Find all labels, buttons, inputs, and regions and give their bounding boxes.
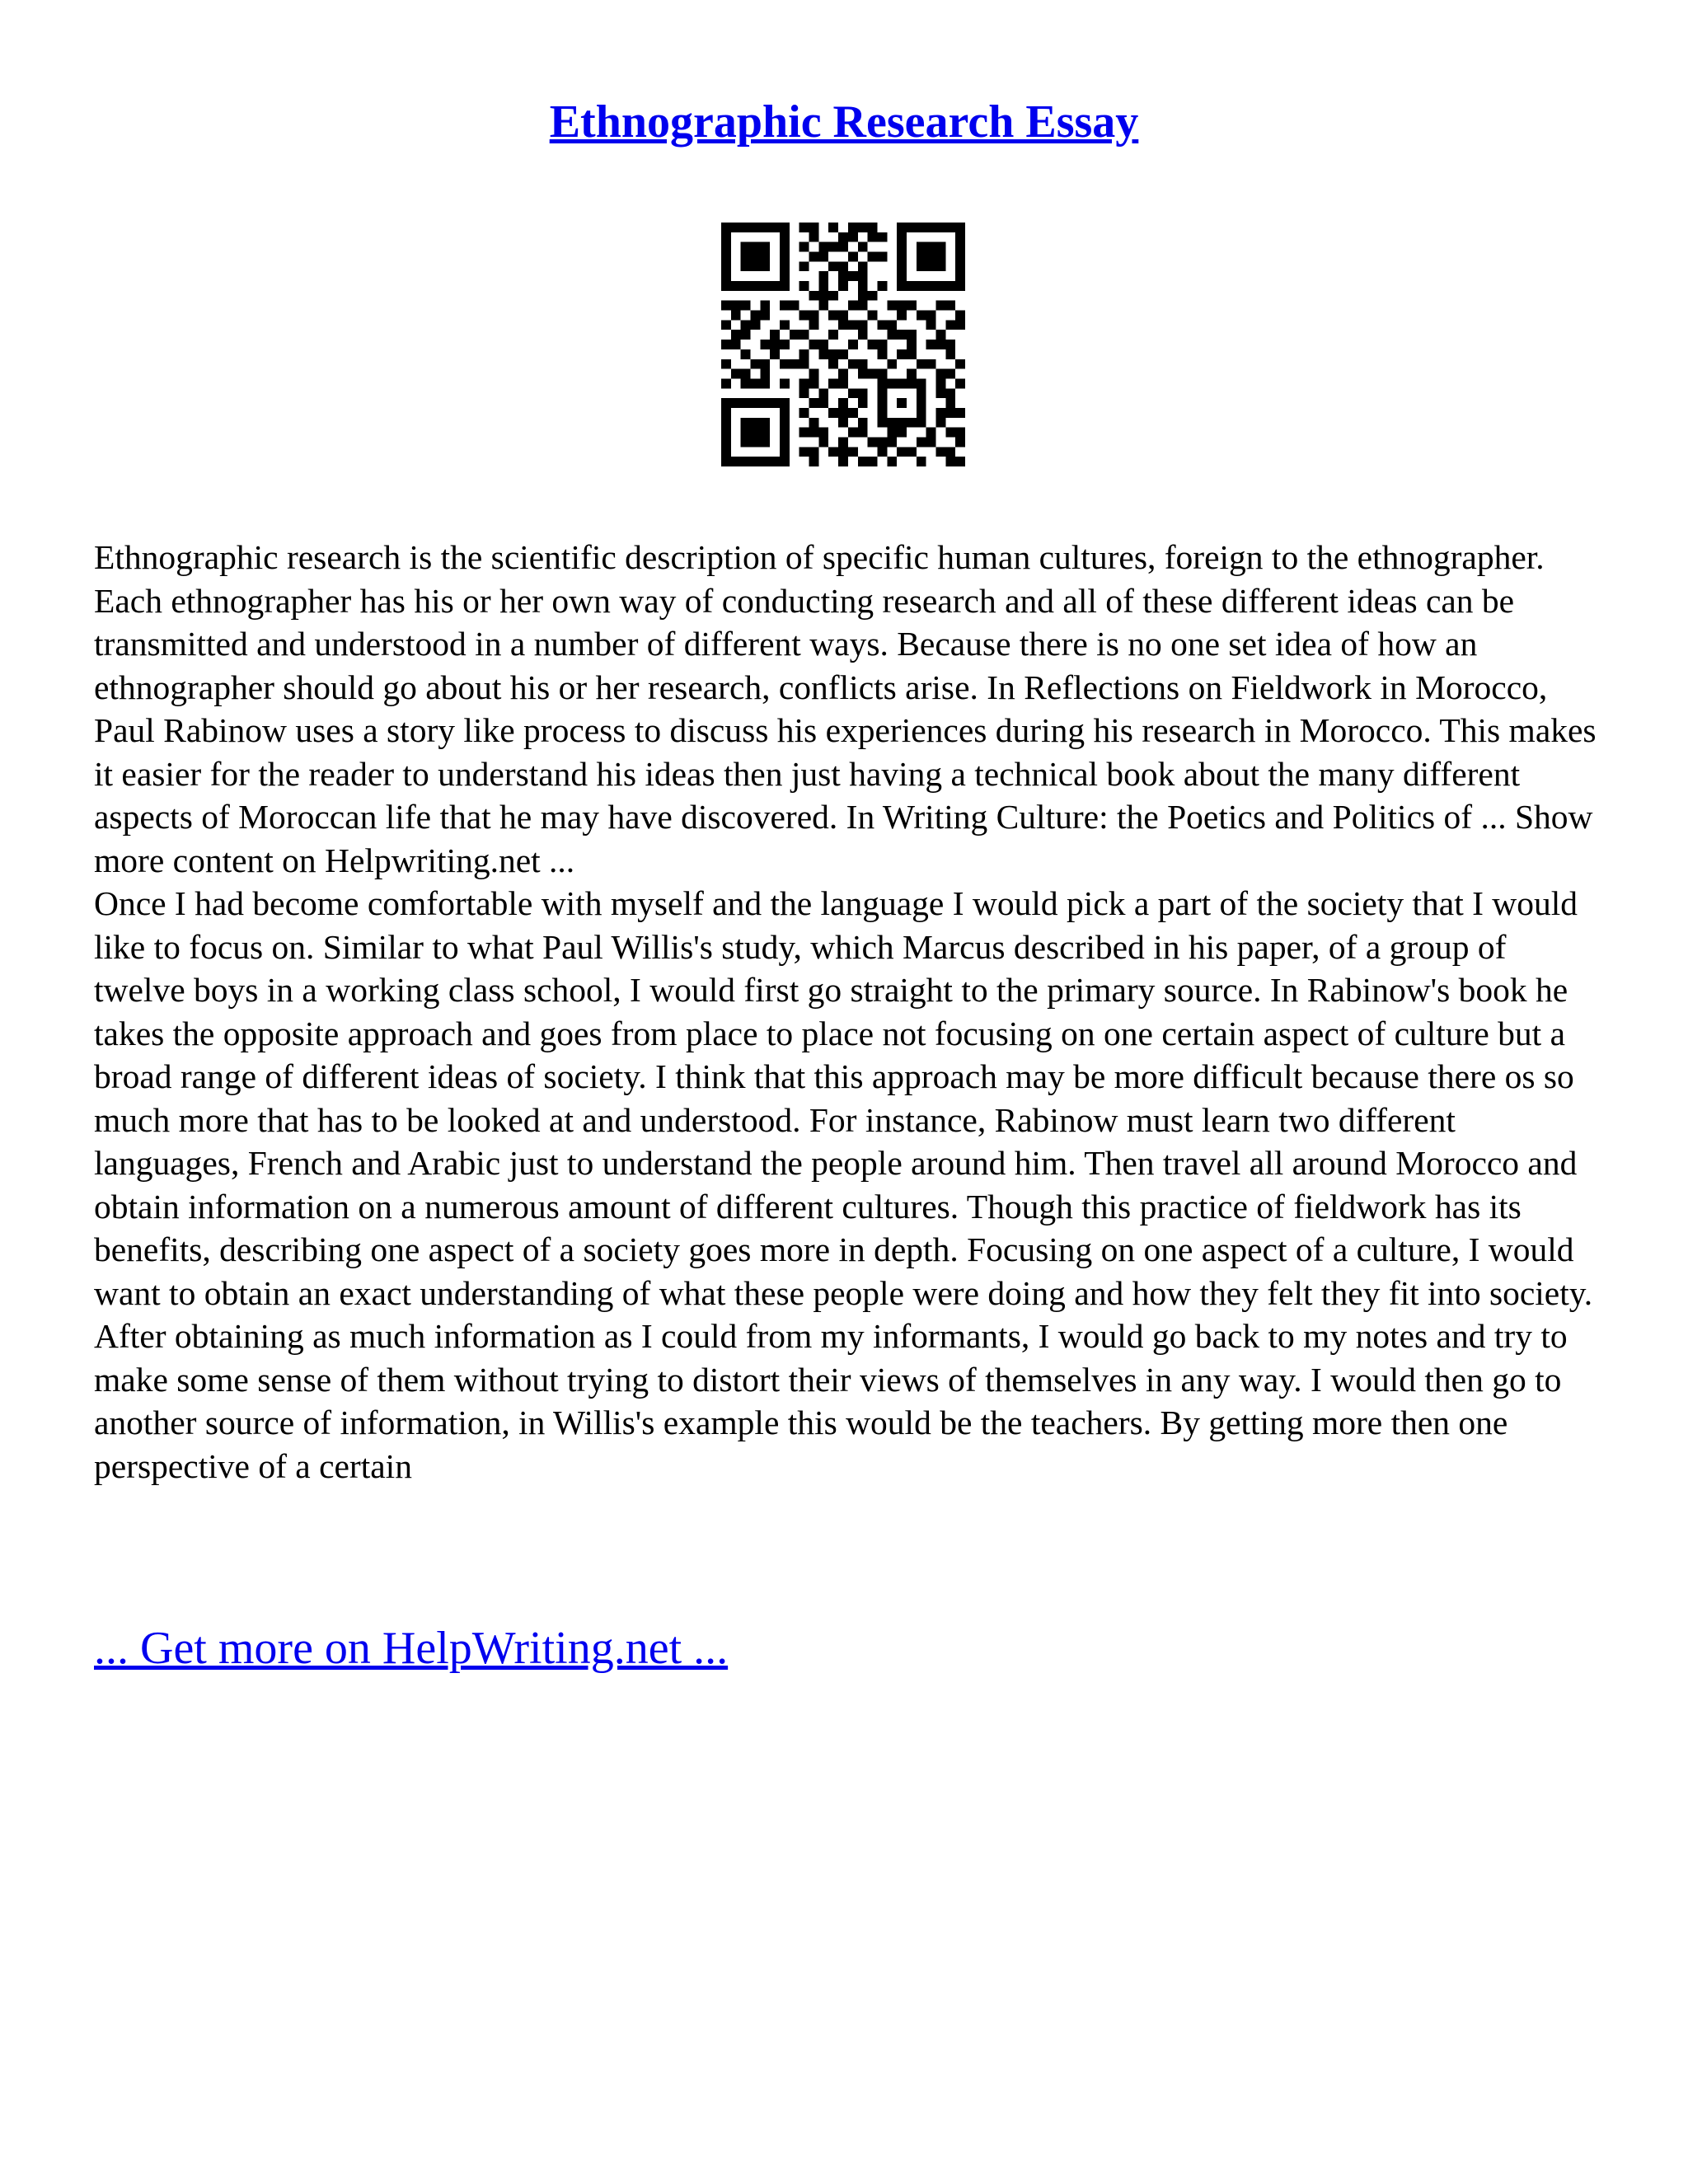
get-more-link[interactable]: ... Get more on HelpWriting.net ... bbox=[94, 1623, 729, 1674]
essay-body bbox=[94, 536, 1602, 1488]
qr-code-icon bbox=[721, 223, 965, 466]
essay-paragraph-1: Ethnographic research is the scientific description of specific human cultures, foreign to the ethnographer. Each ethnographer has his or her own way of conducting research and all of these different ideas can be transmitted and understood in a number of different ways. Because there is no one set idea of how an ethnographer should go about his or her research, conflicts arise. In Reflections on Fieldwork in Morocco, Paul Rabinow uses a story like process to discuss his experiences during his research in Morocco. This makes it easier for the reader to understand his ideas then just having a technical book about the many different aspects of Moroccan life that he may have discovered. In Writing Culture: the Poetics and Politics of ... Show more content on Helpwriting.net ... bbox=[94, 538, 1597, 879]
essay-paragraph-2: Once I had become comfortable with myself and the language I would pick a part of the society that I would like to focus on. Similar to what Paul Willis's study, which Marcus described in his paper, of a group of twelve boys in a working class school, I would first go straight to the primary source. In Rabinow's book he takes the opposite approach and goes from place to place not focusing on one certain aspect of culture but a broad range of different ideas of society. I think that this approach may be more difficult because there os so much more that has to be looked at and understood. For instance, Rabinow must learn two different languages, French and Arabic just to understand the people around him. Then travel all around Morocco and obtain information on a numerous amount of different cultures. Though this practice of fieldwork has its benefits, describing one aspect of a society goes more in depth. Focusing on one aspect of a culture, I would want to obtain an exact understanding of what these people were doing and how they felt they fit into society. After obtaining as much information as I could from my informants, I would go back to my notes and try to make some sense of them without trying to distort their views of themselves in any way. I would then go to another source of information, in Willis's example this would be the teachers. By getting more then one perspective of a certain bbox=[94, 884, 1593, 1485]
title-link[interactable]: Ethnographic Research Essay bbox=[549, 96, 1139, 148]
get-more-container bbox=[94, 1619, 728, 1677]
page-title bbox=[0, 89, 1688, 155]
